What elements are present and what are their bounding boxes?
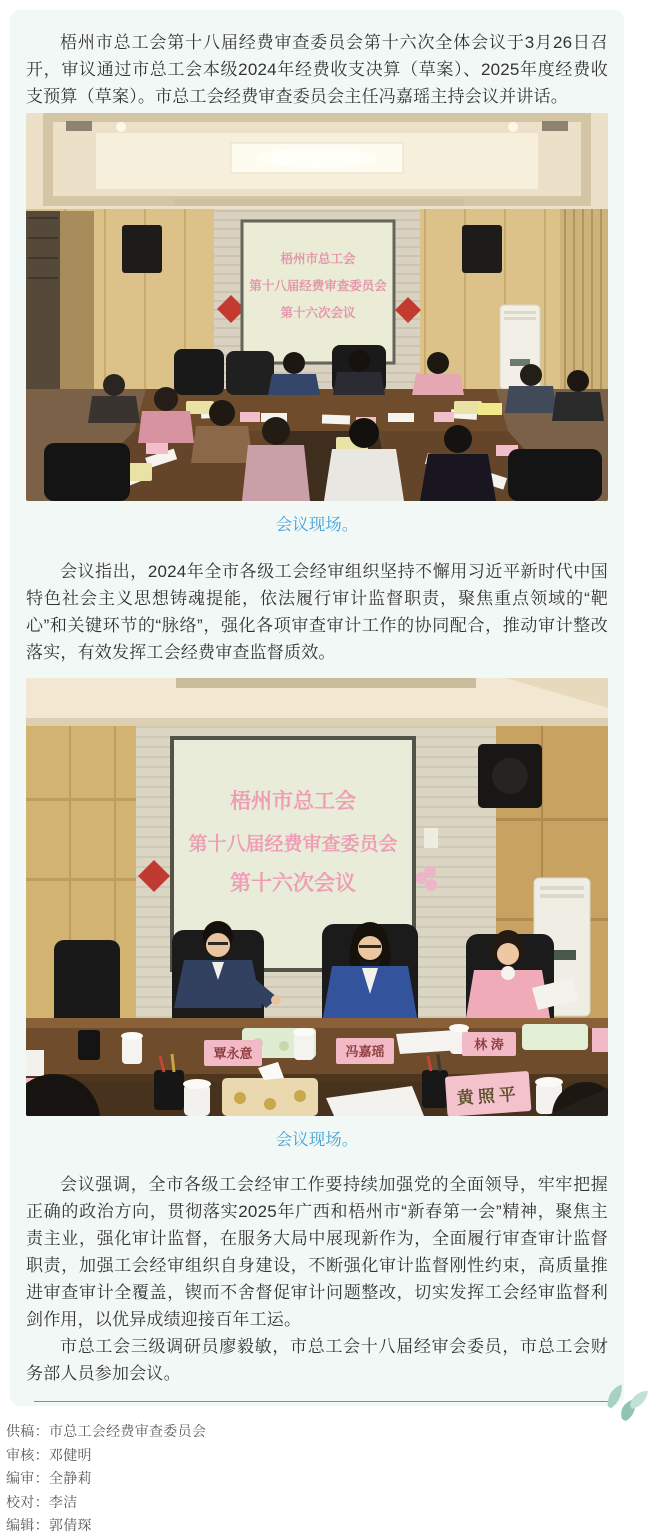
wall-switch: [424, 828, 438, 848]
curtain: [560, 209, 608, 389]
leaf-decoration-icon: [604, 1379, 648, 1427]
ceiling: [26, 678, 608, 730]
screen-line-3: 第十六次会议: [280, 306, 356, 320]
credit-contributor: 供稿：市总工会经费审查委员会: [6, 1423, 207, 1439]
tea-cup: [121, 1032, 143, 1064]
tea-cup: [293, 1028, 315, 1060]
photo-2-caption: 会议现场。: [275, 1131, 359, 1149]
paragraph-meeting-emphasized: 会议强调，全市各级工会经审工作要持续加强党的全面领导，牢牢把握正确的政治方向，贯彻落实2025年广西和梧州市“新春第一会”精神，聚焦主责主业，强化审计监督，在服务大局中展现新作为，全面履行审查审计监督职责，加强工会经审组织自身建设，不断强化审计监督刚性约束，高质量推进审查审计全覆盖，锲而不舍督促审计问题整改，切实发挥工会经审监督利剑作用，以优异成绩迎接百年工运。: [26, 1175, 608, 1329]
credit-editor-review: 编审：全静莉: [6, 1470, 92, 1486]
chair: [44, 443, 130, 501]
credit-proofreader: 校对：李洁: [6, 1493, 78, 1510]
glasses: [208, 942, 228, 945]
name-plate-2: [336, 1038, 394, 1064]
speaker-right: [462, 225, 502, 273]
article-card: [10, 10, 624, 1406]
chair: [508, 449, 602, 501]
credit-editor: 编辑：郭倩琛: [6, 1517, 92, 1533]
svg-text:林 涛: 林 涛: [474, 1037, 504, 1052]
tea-cup: [183, 1079, 211, 1116]
name-plate-1: [204, 1040, 262, 1066]
meeting-photo-wide[interactable]: [26, 113, 608, 501]
projector-screen: [242, 221, 394, 363]
ceiling: [26, 113, 608, 211]
svg-text:冯嘉瑶: 冯嘉瑶: [345, 1044, 385, 1059]
back-wall: [26, 209, 608, 389]
name-plate-4: [445, 1071, 532, 1116]
pen-holder: [78, 1030, 100, 1060]
screen-line-1: 梧州市总工会: [230, 790, 356, 813]
white-collar: [501, 966, 515, 980]
speaker-left: [122, 225, 162, 273]
svg-text:覃永意: 覃永意: [213, 1046, 253, 1061]
chair: [226, 351, 274, 395]
screen-line-1: 梧州市总工会: [280, 252, 356, 266]
section-divider: [34, 1401, 600, 1403]
name-plate-3: [462, 1032, 516, 1056]
screen-line-2: 第十八届经费审查委员会: [188, 834, 398, 855]
meeting-photo-closeup[interactable]: [26, 678, 608, 1116]
credits-block: [6, 1420, 606, 1538]
glasses: [359, 945, 381, 948]
screen-line-3: 第十六次会议: [230, 872, 356, 895]
divider-line: [34, 1401, 617, 1402]
paragraph-attendees: 市总工会三级调研员廖毅敏，市总工会十八届经审会委员，市总工会财务部人员参加会议。: [26, 1337, 608, 1383]
ceiling-light: [257, 148, 377, 168]
yellow-folder: [478, 403, 502, 415]
svg-text:黄照平: 黄照平: [456, 1084, 521, 1109]
name-plate-partial: [592, 1028, 608, 1052]
credit-reviewer: 审核：邓健明: [6, 1446, 92, 1463]
paragraph-meeting-pointed-out: 会议指出，2024年全市各级工会经审组织坚持不懈用习近平新时代中国特色社会主义思想铸魂提能，依法履行审计监督职责，聚焦重点领域的“靶心”和关键环节的“脉络”，强化各项审查审计工作的协同配合，推动审计整改落实，有效发挥工会经费审查监督质效。: [26, 562, 608, 662]
screen-line-2: 第十八届经费审查委员会: [249, 279, 387, 293]
tea-cup: [26, 1050, 44, 1076]
paragraph-intro: 梧州市总工会第十八届经费审查委员会第十六次全体会议于3月26日召开，审议通过市总工会本级2024年经费收支决算（草案）、2025年度经费收支预算（草案）。市总工会经费审查委员会主任冯嘉瑶主持会议并讲话。: [26, 33, 608, 106]
tissue-box: [522, 1024, 588, 1050]
photo-1-caption: 会议现场。: [275, 516, 359, 534]
chair: [174, 349, 224, 395]
